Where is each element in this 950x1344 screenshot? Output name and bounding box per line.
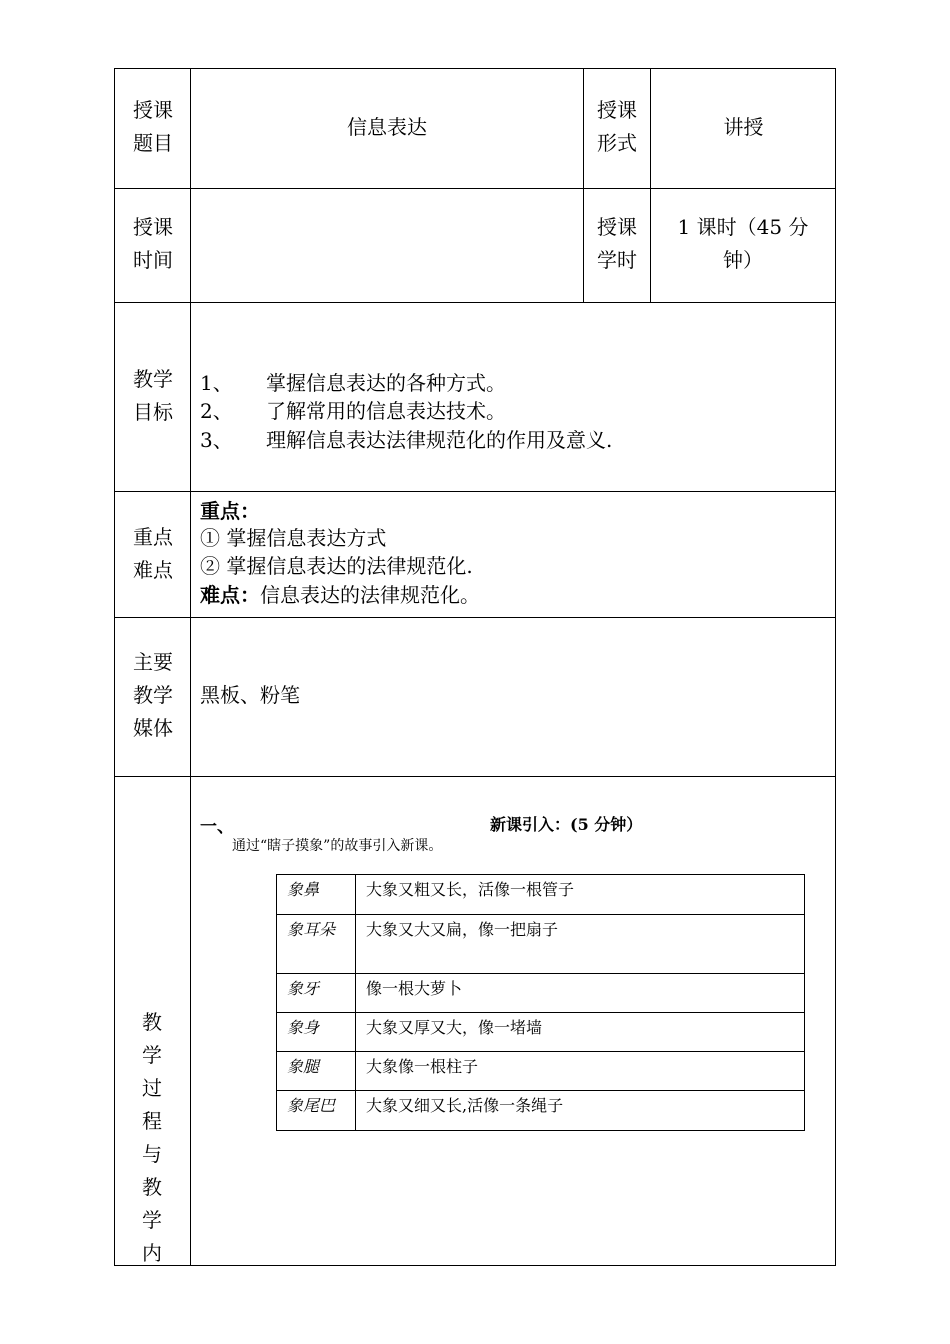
- desc-cell: 大象像一根柱子: [356, 1052, 805, 1091]
- form-value: 讲授: [723, 115, 764, 139]
- elephant-table: [276, 874, 805, 1131]
- table-row: [277, 974, 805, 1013]
- objective-text: 了解常用的信息表达技术。: [266, 399, 506, 423]
- part-cell: 象耳朵: [277, 915, 356, 974]
- key-points-label: 重点难点: [133, 525, 173, 582]
- form-label: 授课形式: [597, 98, 637, 155]
- objective-text: 理解信息表达法律规范化的作用及意义.: [266, 428, 613, 452]
- table-row: [277, 875, 805, 915]
- table-row: [277, 1013, 805, 1052]
- desc-cell: 大象又厚又大，像一堵墙: [356, 1013, 805, 1052]
- process-label-char: 与: [142, 1142, 162, 1166]
- process-label-char: 学: [142, 1043, 162, 1067]
- row-divider: [114, 491, 836, 492]
- row-divider: [114, 302, 836, 303]
- part-cell: 象牙: [277, 974, 356, 1013]
- difficulty-line: [200, 581, 480, 609]
- column-divider: [583, 68, 584, 302]
- part-cell: 象尾巴: [277, 1091, 356, 1131]
- objective-item: [200, 397, 506, 425]
- key-item: ② 掌握信息表达的法律规范化.: [200, 554, 473, 578]
- row-divider: [114, 188, 836, 189]
- process-label-char: 学: [142, 1208, 162, 1232]
- desc-cell: 大象又粗又长，活像一根管子: [356, 875, 805, 915]
- difficulty-title: 难点：: [200, 583, 260, 607]
- process-label-char: 程: [142, 1109, 162, 1133]
- process-label-char: 教: [142, 1010, 162, 1034]
- objective-item: [200, 369, 506, 397]
- objective-item: [200, 426, 612, 454]
- part-cell: 象鼻: [277, 875, 356, 915]
- intro-text: 通过“瞎子摸象”的故事引入新课。: [232, 838, 443, 854]
- process-label-char: 教: [142, 1175, 162, 1199]
- key-item: ① 掌握信息表达方式: [200, 526, 387, 550]
- objective-text: 掌握信息表达的各种方式。: [266, 371, 506, 395]
- topic-value: 信息表达: [347, 115, 427, 139]
- topic-label: 授课题目: [133, 98, 173, 155]
- difficulty-text: 信息表达的法律规范化。: [260, 583, 480, 607]
- objective-number: 1、: [200, 371, 233, 395]
- key-title: 重点：: [200, 499, 260, 523]
- process-label: [114, 1006, 190, 1270]
- hours-label: 授课学时: [597, 215, 637, 272]
- column-divider: [190, 68, 191, 1266]
- part-cell: 象腿: [277, 1052, 356, 1091]
- objective-number: 3、: [200, 428, 233, 452]
- media-label: 主要教学媒体: [133, 650, 173, 740]
- row-divider: [114, 776, 836, 777]
- media-value: 黑板、粉笔: [200, 683, 300, 707]
- desc-cell: 像一根大萝卜: [356, 974, 805, 1013]
- hours-value: 1 课时（45 分钟）: [677, 215, 809, 272]
- time-label: 授课时间: [133, 215, 173, 272]
- desc-cell: 大象又大又扁，像一把扇子: [356, 915, 805, 974]
- section-title: 新课引入：(5 分钟）: [490, 815, 643, 834]
- row-divider: [114, 617, 836, 618]
- objectives-label: 教学目标: [133, 367, 173, 424]
- process-label-char: 过: [142, 1076, 162, 1100]
- table-row: [277, 1091, 805, 1131]
- column-divider: [650, 68, 651, 302]
- desc-cell: 大象又细又长,活像一条绳子: [356, 1091, 805, 1131]
- table-row: [277, 1052, 805, 1091]
- table-row: [277, 915, 805, 974]
- objective-number: 2、: [200, 399, 233, 423]
- process-label-char: 内: [142, 1241, 162, 1265]
- part-cell: 象身: [277, 1013, 356, 1052]
- section-number: 一、: [200, 817, 234, 837]
